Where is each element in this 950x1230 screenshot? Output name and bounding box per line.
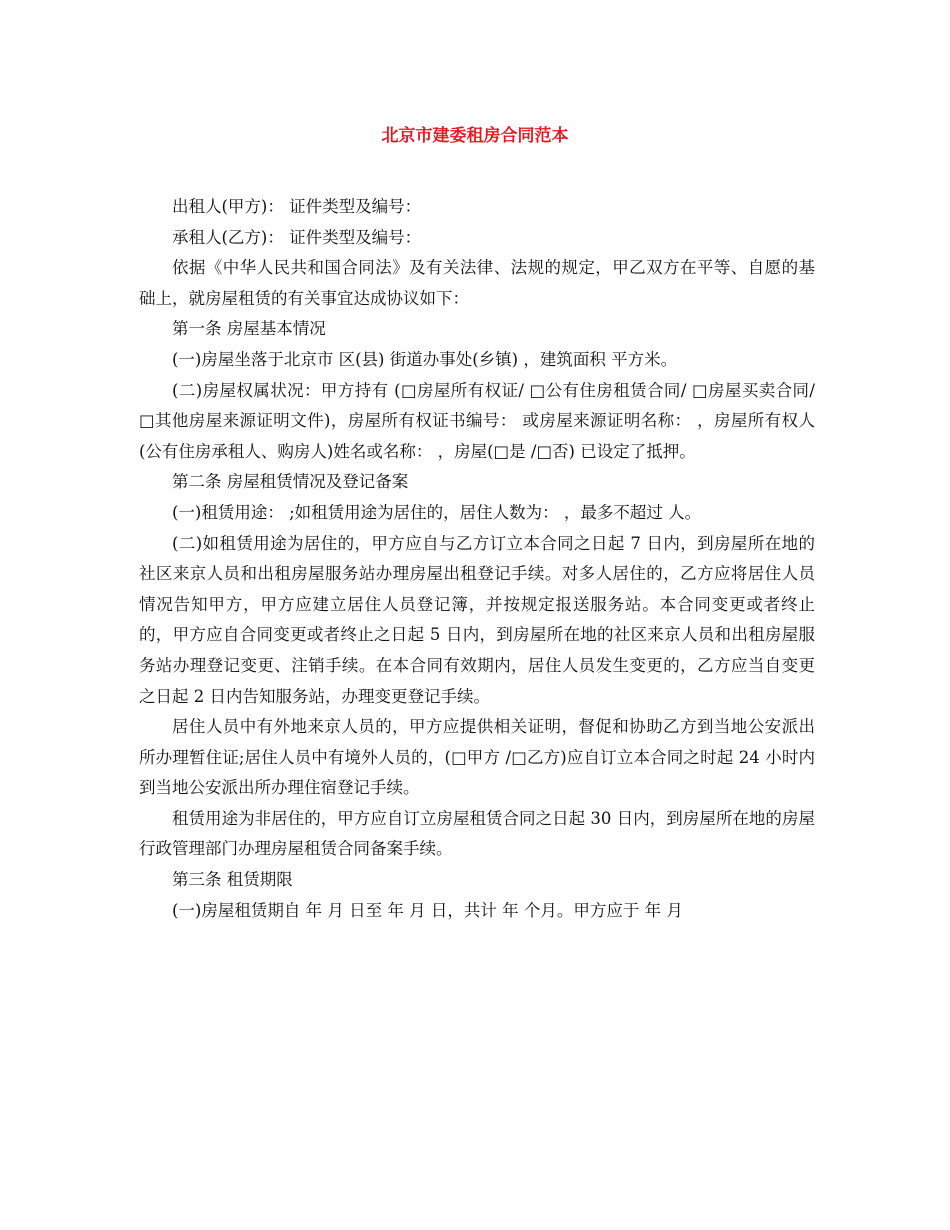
- document-title: 北京市建委租房合同范本: [381, 126, 569, 146]
- paragraph-3-1: (一)房屋租赁期自 年 月 日至 年 月 日，共计 年 个月。甲方应于 年 月: [172, 900, 683, 920]
- paragraph-preamble: 依据《中华人民共和国合同法》及有关法律、法规的规定，甲乙双方在平等、自愿的基础上，就房屋租赁的有关事宜达成协议如下：: [139, 258, 815, 308]
- paragraph-2-1: (一)租赁用途： ;如租赁用途为居住的，居住人数为： ，最多不超过 人。: [172, 502, 702, 522]
- paragraph-1-1: (一)房屋坐落于北京市 区(县) 街道办事处(乡镇) ，建筑面积 平方米。: [172, 349, 678, 369]
- paragraph-lessee: 承租人(乙方)： 证件类型及编号：: [172, 227, 422, 247]
- paragraph-2-residents: 居住人员中有外地来京人员的，甲方应提供相关证明，督促和协助乙方到当地公安派出所办理暂住证;居住人员中有境外人员的，(□甲方 /□乙方)应自订立本合同之时起 24 小时内到当地公安派出所办理住宿登记手续。: [139, 717, 815, 798]
- paragraph-2-non-residential: 租赁用途为非居住的，甲方应自订立房屋租赁合同之日起 30 日内，到房屋所在地的房屋行政管理部门办理房屋租赁合同备案手续。: [139, 808, 815, 859]
- paragraph-1-2: (二)房屋权属状况：甲方持有 (□房屋所有权证/ □公有住房租赁合同/ □房屋买卖合同/ □其他房屋来源证明文件)，房屋所有权证书编号： 或房屋来源证明名称： ，房屋所有权人(公有住房承租人、购房人)姓名或名称： ，房屋(□是 /□否) 已设定了抵押。: [139, 380, 815, 461]
- paragraph-lessor: 出租人(甲方)： 证件类型及编号：: [172, 197, 422, 216]
- paragraph-2-2: (二)如租赁用途为居住的，甲方应自与乙方订立本合同之日起 7 日内，到房屋所在地的社区来京人员和出租房屋服务站办理房屋出租登记手续。对多人居住的，乙方应将居住人员情况告知甲方，甲方应建立居住人员登记簿，并按规定报送服务站。本合同变更或者终止的，甲方应自合同变更或者终止之日起 5 日内，到房屋所在地的社区来京人员和出租房屋服务站办理登记变更、注销手续。在本合同有效期内，居住人员发生变更的，乙方应当自变更之日起 2 日内告知服务站，办理变更登记手续。: [139, 533, 815, 706]
- document-body: [139, 192, 815, 926]
- article-2-heading: 第二条 房屋租赁情况及登记备案: [172, 472, 409, 492]
- article-1-heading: 第一条 房屋基本情况: [172, 319, 326, 339]
- article-3-heading: 第三条 租赁期限: [172, 870, 293, 890]
